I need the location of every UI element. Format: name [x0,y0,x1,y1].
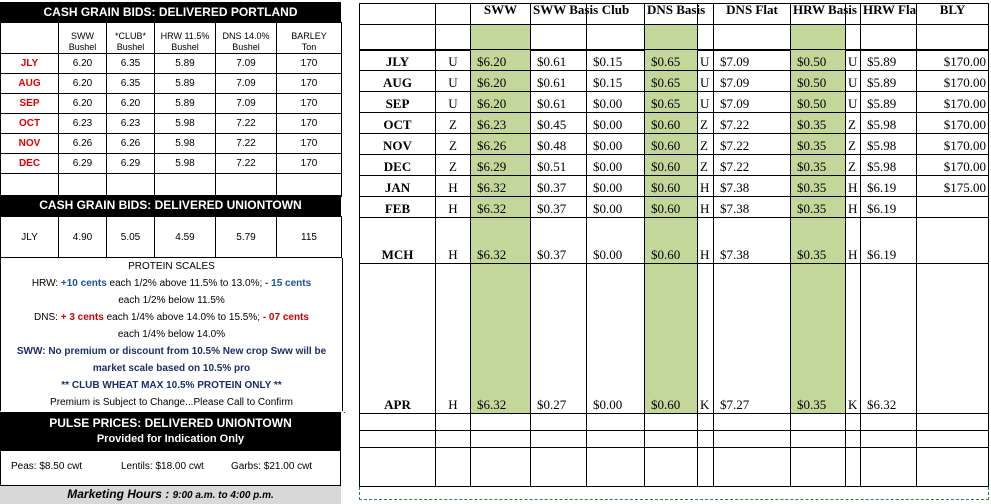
left-panel [0,0,341,504]
hdr-club: Club [587,4,645,25]
cell-hrw-basis: $0.35 [791,134,846,155]
cell-c2: K [698,264,714,414]
col-barley: BARLEY Ton [277,23,342,54]
cell-bly: $170.00 [917,155,989,176]
empty-cell [587,414,645,431]
cell-c1: U [436,50,471,71]
cell-bly [917,197,989,218]
empty-cell [861,448,917,487]
cell-dns-flat: $7.09 [714,71,791,92]
cell-c3: U [846,50,861,71]
empty-cell [531,414,587,431]
pulse-header [0,412,341,450]
cell-sww-basis: $0.51 [531,155,587,176]
lentils-price: Lentils: $18.00 cwt [121,461,204,472]
cell-bly: $170.00 [917,50,989,71]
cell-c2: Z [698,134,714,155]
marketing-hours: Marketing Hours : 9:00 a.m. to 4:00 p.m. [0,486,341,504]
sww-note-line1: SWW: No premium or discount from 10.5% New crop Sww will be [16,346,327,357]
empty-cell [791,414,846,431]
cell-hrw-basis: $0.35 [791,155,846,176]
futures-row-apr [360,264,989,414]
pulse-title: PULSE PRICES: DELIVERED UNIONTOWN [49,416,292,430]
hdr-bly: BLY [917,4,989,25]
empty-cell [714,448,791,487]
cell-dns-flat: $7.38 [714,197,791,218]
hdr-dns-basis: DNS Basis [645,4,698,25]
cell-sww-basis: $0.37 [531,176,587,197]
empty-cell [360,414,436,431]
cell-bly: $170.00 [917,71,989,92]
cell-dns-basis: $0.60 [645,155,698,176]
cell-month: OCT [360,113,436,134]
cell-club: $0.00 [587,92,645,113]
cell-club: $0.00 [587,134,645,155]
stray-dot: . [343,405,346,415]
hdr-dns-flat: DNS Flat [714,4,791,25]
cell-sww: $6.32 [471,197,531,218]
cell-sww: $6.32 [471,218,531,264]
blank-row [360,431,989,448]
dns-scale-line: DNS: + 3 cents each 1/4% above 14.0% to 15.5%; - 07 cents [34,312,309,323]
cell-hrw-flat: $5.89 [861,50,917,71]
empty-cell [645,414,698,431]
empty-cell [471,448,531,487]
empty-cell [436,414,471,431]
futures-row-nov [360,134,989,155]
cell-c1: H [436,218,471,264]
cell-hrw-basis: $0.50 [791,92,846,113]
cell-c2: H [698,218,714,264]
cell-c2: Z [698,113,714,134]
portland-row: JLY 6.20 6.35 5.89 7.09 170 [1,54,342,74]
cell-hrw-flat: $5.98 [861,134,917,155]
cell-hrw-flat: $5.89 [861,92,917,113]
cell-sww: $6.29 [471,155,531,176]
empty-cell [698,414,714,431]
cell-c2: H [698,197,714,218]
empty-cell [436,448,471,487]
cell-club: $0.15 [587,50,645,71]
futures-basis-panel [359,3,989,500]
empty-cell [698,448,714,487]
uniontown-title: CASH GRAIN BIDS: DELIVERED UNIONTOWN [0,195,341,216]
cell-dns-flat: $7.09 [714,50,791,71]
cell-dns-flat: $7.38 [714,176,791,197]
futures-row-feb [360,197,989,218]
cell-hrw-flat: $6.19 [861,197,917,218]
pulse-prices [0,450,341,486]
cell-month: MCH [360,218,436,264]
empty-cell [791,448,846,487]
futures-rows [359,49,989,487]
futures-row-dec [360,155,989,176]
cell-bly: $170.00 [917,134,989,155]
cell-dns-basis: $0.65 [645,71,698,92]
cell-bly: $170.00 [917,92,989,113]
protein-title: PROTEIN SCALES [128,261,215,272]
col-sww: SWW Bushel [59,23,107,54]
futures-row-mch [360,218,989,264]
cell-dns-flat: $7.22 [714,134,791,155]
uniontown-bids-table [0,216,342,258]
futures-row-jly [360,50,989,71]
cell-sww: $6.20 [471,71,531,92]
cell-hrw-basis: $0.35 [791,176,846,197]
cell-dns-flat: $7.38 [714,218,791,264]
cell-month: NOV [360,134,436,155]
cell-club: $0.00 [587,176,645,197]
cell-hrw-basis: $0.35 [791,113,846,134]
cell-c1: Z [436,155,471,176]
hdr-hrw-flat: HRW Fla [861,4,917,25]
empty-cell [714,414,791,431]
col-hrw: HRW 11.5% Bushel [155,23,216,54]
empty-cell [714,431,791,448]
cell-c1: U [436,71,471,92]
cell-sww-basis: $0.27 [531,264,587,414]
header-row [360,4,989,25]
empty-cell [587,431,645,448]
portland-title: CASH GRAIN BIDS: DELIVERED PORTLAND [0,2,341,22]
empty-cell [360,431,436,448]
cell-c1: H [436,264,471,414]
cell-hrw-flat: $5.98 [861,113,917,134]
club-note: ** CLUB WHEAT MAX 10.5% PROTEIN ONLY ** [61,380,282,391]
cell-month: APR [360,264,436,414]
cell-sww: $6.20 [471,50,531,71]
cell-c3: K [846,264,861,414]
cell-c2: Z [698,155,714,176]
cell-c1: U [436,92,471,113]
cell-hrw-flat: $5.89 [861,71,917,92]
blank-row [360,25,989,51]
cell-month: JAN [360,176,436,197]
cell-dns-basis: $0.60 [645,264,698,414]
cell-c1: Z [436,113,471,134]
cell-hrw-basis: $0.35 [791,197,846,218]
cell-sww: $6.26 [471,134,531,155]
cell-c3: U [846,92,861,113]
cell-dns-basis: $0.65 [645,50,698,71]
cell-club: $0.15 [587,71,645,92]
futures-row-sep [360,92,989,113]
cell-sww-basis: $0.37 [531,218,587,264]
cell-c3: H [846,176,861,197]
cell-hrw-basis: $0.50 [791,71,846,92]
cell-dns-basis: $0.60 [645,218,698,264]
portland-blank-row [1,174,342,197]
cell-bly: $170.00 [917,113,989,134]
cell-dns-basis: $0.60 [645,176,698,197]
cell-month: JLY [360,50,436,71]
cell-month: DEC [360,155,436,176]
portland-row: DEC 6.29 6.29 5.98 7.22 170 [1,154,342,174]
cell-hrw-flat: $6.19 [861,218,917,264]
empty-cell [531,431,587,448]
empty-cell [846,448,861,487]
empty-cell [471,414,531,431]
protein-scales [0,258,343,411]
dns-scale-line2: each 1/4% below 14.0% [117,329,226,340]
cell-dns-flat: $7.27 [714,264,791,414]
empty-cell [645,431,698,448]
cell-club: $0.00 [587,197,645,218]
futures-row-jan [360,176,989,197]
sww-note-line2: market scale based on 10.5% pro [92,363,251,374]
pulse-subtitle: Provided for Indication Only [96,433,245,445]
peas-price: Peas: $8.50 cwt [11,461,83,472]
cell-sww-basis: $0.45 [531,113,587,134]
empty-cell [436,431,471,448]
empty-cell [698,431,714,448]
empty-cell [645,448,698,487]
cell-c3: Z [846,134,861,155]
cell-month: FEB [360,197,436,218]
empty-cell [917,448,989,487]
blank-row [360,414,989,431]
cell-c1: Z [436,134,471,155]
empty-cell [846,431,861,448]
empty-cell [861,431,917,448]
futures-basis-table [359,3,989,51]
cell-c3: U [846,71,861,92]
cell-dns-basis: $0.60 [645,113,698,134]
cell-sww-basis: $0.61 [531,71,587,92]
cell-sww-basis: $0.37 [531,197,587,218]
hdr-sww: SWW [471,4,531,25]
cell-sww: $6.23 [471,113,531,134]
portland-row: AUG 6.20 6.35 5.89 7.09 170 [1,74,342,94]
cell-bly: $175.00 [917,176,989,197]
cell-hrw-flat: $6.19 [861,176,917,197]
empty-cell [471,431,531,448]
portland-bids-table [0,22,342,197]
cell-c3: Z [846,155,861,176]
cell-sww-basis: $0.61 [531,50,587,71]
garbs-price: Garbs: $21.00 cwt [231,461,313,472]
cell-sww: $6.32 [471,176,531,197]
col-club: *CLUB* Bushel [107,23,155,54]
cell-sww-basis: $0.48 [531,134,587,155]
cell-c3: H [846,218,861,264]
hrw-scale-line: HRW: +10 cents each 1/2% above 11.5% to 13.0%; - 15 cents [31,278,312,289]
cell-c2: U [698,50,714,71]
cell-c1: H [436,176,471,197]
empty-cell [846,414,861,431]
hdr-hrw-basis: HRW Basis [791,4,846,25]
cell-dns-flat: $7.22 [714,113,791,134]
portland-row: OCT 6.23 6.23 5.98 7.22 170 [1,114,342,134]
uniontown-row: JLY 4.90 5.05 4.59 5.79 115 [1,217,342,258]
futures-row-aug [360,71,989,92]
cell-bly [917,218,989,264]
cell-dns-basis: $0.65 [645,92,698,113]
cell-club: $0.00 [587,113,645,134]
portland-row: SEP 6.20 6.20 5.89 7.09 170 [1,94,342,114]
hrw-scale-line2: each 1/2% below 11.5% [118,295,225,306]
cell-dns-flat: $7.22 [714,155,791,176]
blank-row [360,448,989,487]
cell-dns-basis: $0.60 [645,197,698,218]
cell-bly [917,264,989,414]
cell-c3: Z [846,113,861,134]
empty-cell [360,448,436,487]
cell-hrw-flat: $5.98 [861,155,917,176]
cell-c3: H [846,197,861,218]
cell-month: SEP [360,92,436,113]
empty-cell [861,414,917,431]
cell-club: $0.00 [587,155,645,176]
premium-note: Premium is Subject to Change...Please Call to Confirm [50,397,293,408]
cell-c2: U [698,71,714,92]
empty-cell [587,448,645,487]
cell-hrw-flat: $6.32 [861,264,917,414]
cell-sww: $6.32 [471,264,531,414]
cell-c2: U [698,92,714,113]
empty-cell [917,414,989,431]
empty-cell [531,448,587,487]
empty-cell [917,431,989,448]
cell-dns-basis: $0.60 [645,134,698,155]
cell-club: $0.00 [587,218,645,264]
portland-row: NOV 6.26 6.26 5.98 7.22 170 [1,134,342,154]
cell-hrw-basis: $0.35 [791,218,846,264]
cell-c1: H [436,197,471,218]
cell-club: $0.00 [587,264,645,414]
cell-sww: $6.20 [471,92,531,113]
portland-column-header-row [1,23,342,54]
cell-dns-flat: $7.09 [714,92,791,113]
empty-cell [791,431,846,448]
col-dns: DNS 14.0% Bushel [216,23,277,54]
cell-month: AUG [360,71,436,92]
cell-hrw-basis: $0.35 [791,264,846,414]
cell-hrw-basis: $0.50 [791,50,846,71]
hdr-sww-basis: SWW Basis [531,4,587,25]
cell-c2: H [698,176,714,197]
cell-sww-basis: $0.61 [531,92,587,113]
futures-row-oct [360,113,989,134]
